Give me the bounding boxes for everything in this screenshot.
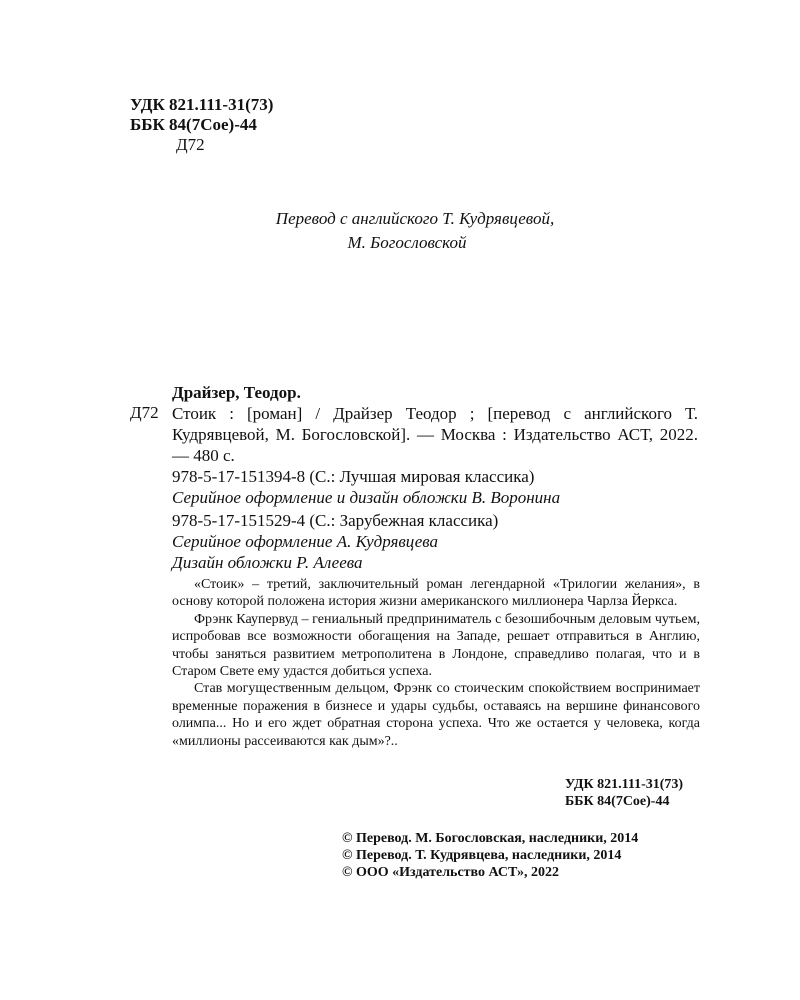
classification-block-bottom [565, 776, 683, 810]
author-mark: Д72 [176, 135, 205, 154]
copyright-block [342, 830, 638, 881]
udk-code: УДК 821.111-31(73) [130, 95, 274, 114]
udk-code-bottom: УДК 821.111-31(73) [565, 777, 684, 792]
annotation-paragraph-2: Фрэнк Каупервуд – гениальный предприниматель с безошибочным деловым чутьем, испробовав все возможности обогащения на Западе, решает отправиться в Англию, чтобы заняться развитием метрополитена в Лондоне, справедливо полагая, что и в Старом Свете ему удастся добиться успеха. [172, 611, 700, 680]
design-credit-2a: Серийное оформление А. Кудрявцева [172, 532, 439, 551]
annotation-paragraph-1: «Стоик» – третий, заключительный роман легендарной «Трилогии желания», в основу которой положена история жизни американского миллионера Чарлзa Йеркса. [172, 577, 700, 610]
isbn-block [172, 466, 698, 573]
copyright-line-3: © ООО «Издательство АСТ», 2022 [342, 865, 560, 880]
translation-credit-line-1: Перевод с английского Т. Кудрявцевой, [275, 209, 555, 228]
classification-block-top [130, 95, 273, 155]
bbk-code-bottom: ББК 84(7Сое)-44 [565, 794, 670, 809]
copyright-line-1: © Перевод. М. Богословская, наследники, 2014 [342, 831, 639, 846]
bbk-code: ББК 84(7Сое)-44 [130, 115, 257, 134]
design-credit-1: Серийное оформление и дизайн обложки В. Воронина [172, 488, 561, 507]
translation-credit [0, 207, 800, 255]
isbn-line-1: 978-5-17-151394-8 (С.: Лучшая мировая классика) [172, 467, 535, 486]
design-credit-2b: Дизайн обложки Р. Алеева [172, 553, 363, 572]
annotation-paragraph-3: Став могущественным дельцом, Фрэнк со стоическим спокойствием воспринимает временные поражения в бизнесе и удары судьбы, оставаясь на вершине финансового олимпа... Но и его ждет обратная сторона успеха. Что же остается у человека, когда «миллионы рассеиваются как дым»?.. [172, 681, 700, 749]
annotation [172, 576, 700, 750]
translation-credit-line-2: М. Богословской [347, 233, 467, 252]
copyright-line-2: © Перевод. Т. Кудрявцева, наследники, 2014 [342, 848, 622, 863]
record-author-mark: Д72 [130, 403, 159, 422]
bibliographic-description: Стоик : [роман] / Драйзер Теодор ; [перевод с английского Т. Кудрявцевой, М. Богословской]. — Москва : Издательство АСТ, 2022. — 480 с. [172, 404, 698, 465]
author-heading: Драйзер, Теодор. [172, 383, 301, 402]
isbn-line-2: 978-5-17-151529-4 (С.: Зарубежная классика) [172, 511, 499, 530]
